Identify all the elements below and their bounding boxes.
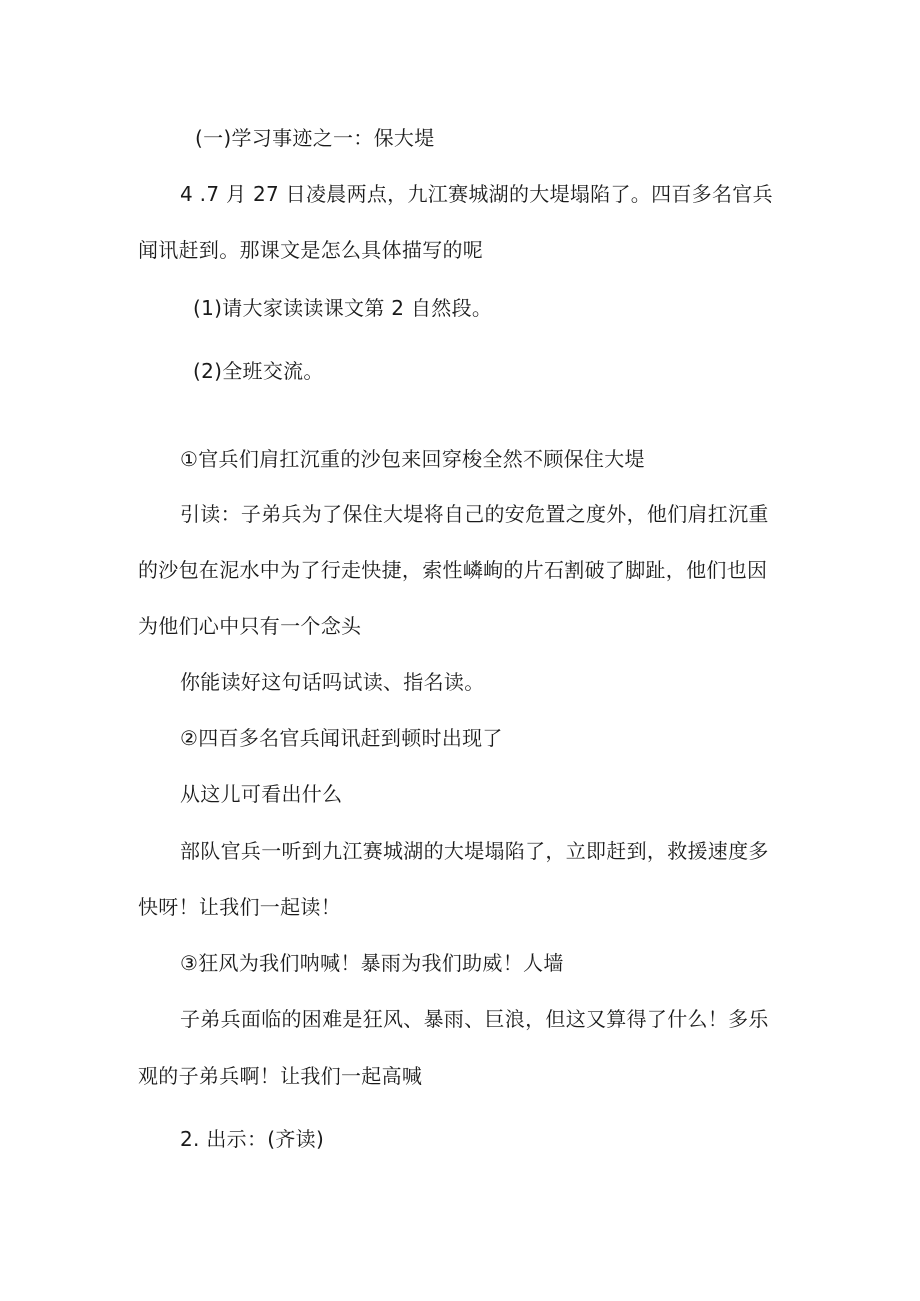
show-label: 2. 出示：(齐读): [180, 1127, 325, 1151]
step-2: (2)全班交流。: [193, 359, 324, 383]
face-line-2: 观的子弟兵啊！让我们一起高喊: [138, 1064, 423, 1088]
face-line-1: 子弟兵面临的困难是狂风、暴雨、巨浪，但这又算得了什么！多乐: [180, 1007, 769, 1031]
read-prompt: 你能读好这句话吗试读、指名读。: [180, 670, 485, 694]
step-1: (1)请大家读读课文第 2 自然段。: [193, 296, 493, 320]
lead-reading-line-3: 为他们心中只有一个念头: [138, 614, 362, 638]
question: 从这儿可看出什么: [180, 782, 343, 806]
lead-reading-line-1: 引读：子弟兵为了保住大堤将自己的安危置之度外，他们肩扛沉重: [180, 502, 769, 526]
paragraph-4-line-2: 闻讯赶到。那课文是怎么具体描写的呢: [138, 238, 484, 262]
point-1: ①官兵们肩扛沉重的沙包来回穿梭全然不顾保住大堤: [180, 447, 645, 471]
section-heading: (一)学习事迹之一：保大堤: [195, 126, 435, 150]
point-2: ②四百多名官兵闻讯赶到顿时出现了: [180, 726, 503, 750]
paragraph-4-line-1: 4 .7 月 27 日凌晨两点，九江赛城湖的大堤塌陷了。四百多名官兵: [180, 182, 773, 206]
lead-reading-line-2: 的沙包在泥水中为了行走快捷，索性嶙峋的片石割破了脚趾，他们也因: [138, 558, 768, 582]
answer-line-2: 快呀！让我们一起读！: [138, 895, 341, 919]
answer-line-1: 部队官兵一听到九江赛城湖的大堤塌陷了，立即赶到，救援速度多: [180, 839, 769, 863]
point-3: ③狂风为我们呐喊！暴雨为我们助威！人墙: [180, 951, 564, 975]
